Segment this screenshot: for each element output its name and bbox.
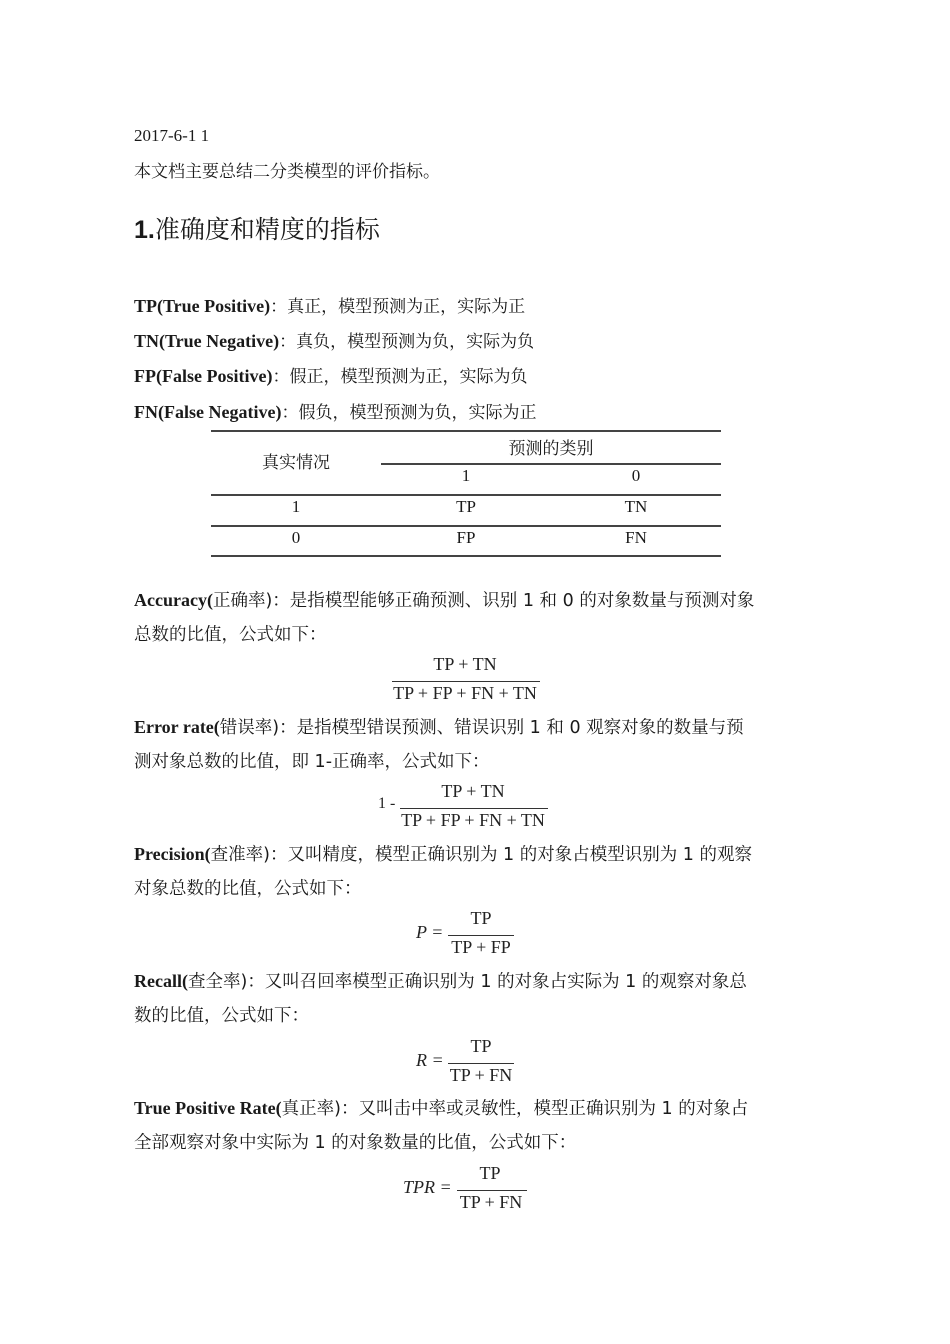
formula-denominator: TP + FP + FN + TN xyxy=(393,683,537,703)
metric-term: Accuracy( xyxy=(134,590,213,610)
metric-desc-line1: ：是指模型能够正确预测、识别 1 和 0 的对象数量与预测对象 xyxy=(272,591,755,611)
metric-desc-line1: ：又叫精度，模型正确识别为 1 的对象占模型识别为 1 的观察 xyxy=(269,845,753,865)
fraction-bar xyxy=(392,681,540,682)
table-col-label: 0 xyxy=(631,466,641,485)
definition-fn xyxy=(134,398,536,423)
metric-term: Recall( xyxy=(134,971,188,991)
metric-desc-line2: 测对象总数的比值，即 1-正确率，公式如下： xyxy=(134,752,490,772)
section-title: 准确度和精度的指标 xyxy=(154,215,380,244)
formula-lhs: P = xyxy=(416,922,444,942)
table-rule-bottom xyxy=(211,555,721,557)
section-heading xyxy=(134,210,380,246)
formula-lhs: R = xyxy=(416,1050,444,1070)
section-number: 1. xyxy=(134,216,155,244)
metric-term-cn: 正确率) xyxy=(212,591,273,611)
definition-fp xyxy=(134,362,527,387)
metric-term-cn: 真正率) xyxy=(281,1099,341,1119)
fraction-bar xyxy=(448,935,514,936)
formula-denominator: TP + FN xyxy=(449,1065,513,1085)
definition-term: TN(True Negative) xyxy=(134,331,280,351)
metric-desc-line1: ：又叫召回率模型正确识别为 1 的对象占实际为 1 的观察对象总 xyxy=(247,972,747,992)
definition-text: ：假负，模型预测为负，实际为正 xyxy=(281,403,537,423)
table-row-header: 真实情况 xyxy=(262,453,330,473)
table-cell: TP xyxy=(456,497,476,516)
definition-text: ：真正，模型预测为正，实际为正 xyxy=(270,297,526,317)
metric-accuracy xyxy=(134,583,804,652)
formula-denominator: TP + FN xyxy=(459,1192,523,1212)
table-rule-header xyxy=(211,494,721,496)
metric-term-cn: 查全率) xyxy=(187,972,248,992)
definition-tn xyxy=(134,327,534,352)
metric-term: Precision( xyxy=(134,844,211,864)
metric-desc-line1: ：又叫击中率或灵敏性，模型正确识别为 1 的对象占 xyxy=(340,1099,749,1119)
table-cell: TN xyxy=(624,497,648,516)
table-rule-row xyxy=(211,525,721,527)
table-col-label: 1 xyxy=(461,466,471,485)
metric-precision xyxy=(134,837,804,906)
metric-term: True Positive Rate( xyxy=(134,1098,282,1118)
formula-numerator: TP xyxy=(470,1036,492,1056)
definition-term: TP(True Positive) xyxy=(134,296,271,316)
fraction-bar xyxy=(448,1063,514,1064)
metric-desc-line2: 总数的比值，公式如下： xyxy=(134,625,327,645)
formula-denominator: TP + FP xyxy=(451,937,511,957)
metric-error-rate xyxy=(134,710,804,779)
table-cell: FN xyxy=(625,528,647,547)
formula-numerator: TP + TN xyxy=(441,781,505,801)
metric-true-positive-rate xyxy=(134,1091,804,1160)
metric-desc-line2: 数的比值，公式如下： xyxy=(134,1006,309,1026)
formula-numerator: TP xyxy=(470,908,492,928)
formula-numerator: TP + TN xyxy=(433,654,497,674)
fraction-bar xyxy=(400,808,548,809)
table-rule-top xyxy=(211,430,721,432)
metric-term-cn: 错误率) xyxy=(219,718,280,738)
document-intro: 本文档主要总结二分类模型的评价指标。 xyxy=(134,162,440,182)
definition-text: ：假正，模型预测为正，实际为负 xyxy=(272,367,528,387)
metric-term-cn: 查准率) xyxy=(210,845,270,865)
table-cell: FP xyxy=(456,528,476,547)
metric-desc-line2: 全部观察对象中实际为 1 的对象数量的比值，公式如下： xyxy=(134,1133,577,1153)
metric-desc-line2: 对象总数的比值，公式如下： xyxy=(134,879,362,899)
definition-term: FP(False Positive) xyxy=(134,366,273,386)
table-rule-group xyxy=(381,463,721,465)
formula-lhs: TPR = xyxy=(403,1177,452,1197)
fraction-bar xyxy=(457,1190,527,1191)
definition-tp xyxy=(134,292,525,317)
definition-term: FN(False Negative) xyxy=(134,402,282,422)
formula-denominator: TP + FP + FN + TN xyxy=(401,810,545,830)
metric-recall xyxy=(134,964,804,1033)
metric-term: Error rate( xyxy=(134,717,220,737)
document-date: 2017-6-1 1 xyxy=(134,126,210,145)
definition-text: ：真负，模型预测为负，实际为负 xyxy=(279,332,535,352)
table-row-label: 0 xyxy=(291,528,301,547)
formula-numerator: TP xyxy=(479,1163,501,1183)
table-row-label: 1 xyxy=(291,497,301,516)
metric-desc-line1: ：是指模型错误预测、错误识别 1 和 0 观察对象的数量与预 xyxy=(279,718,744,738)
formula-lhs: 1 - xyxy=(378,795,396,812)
table-col-group-header: 预测的类别 xyxy=(508,439,594,459)
